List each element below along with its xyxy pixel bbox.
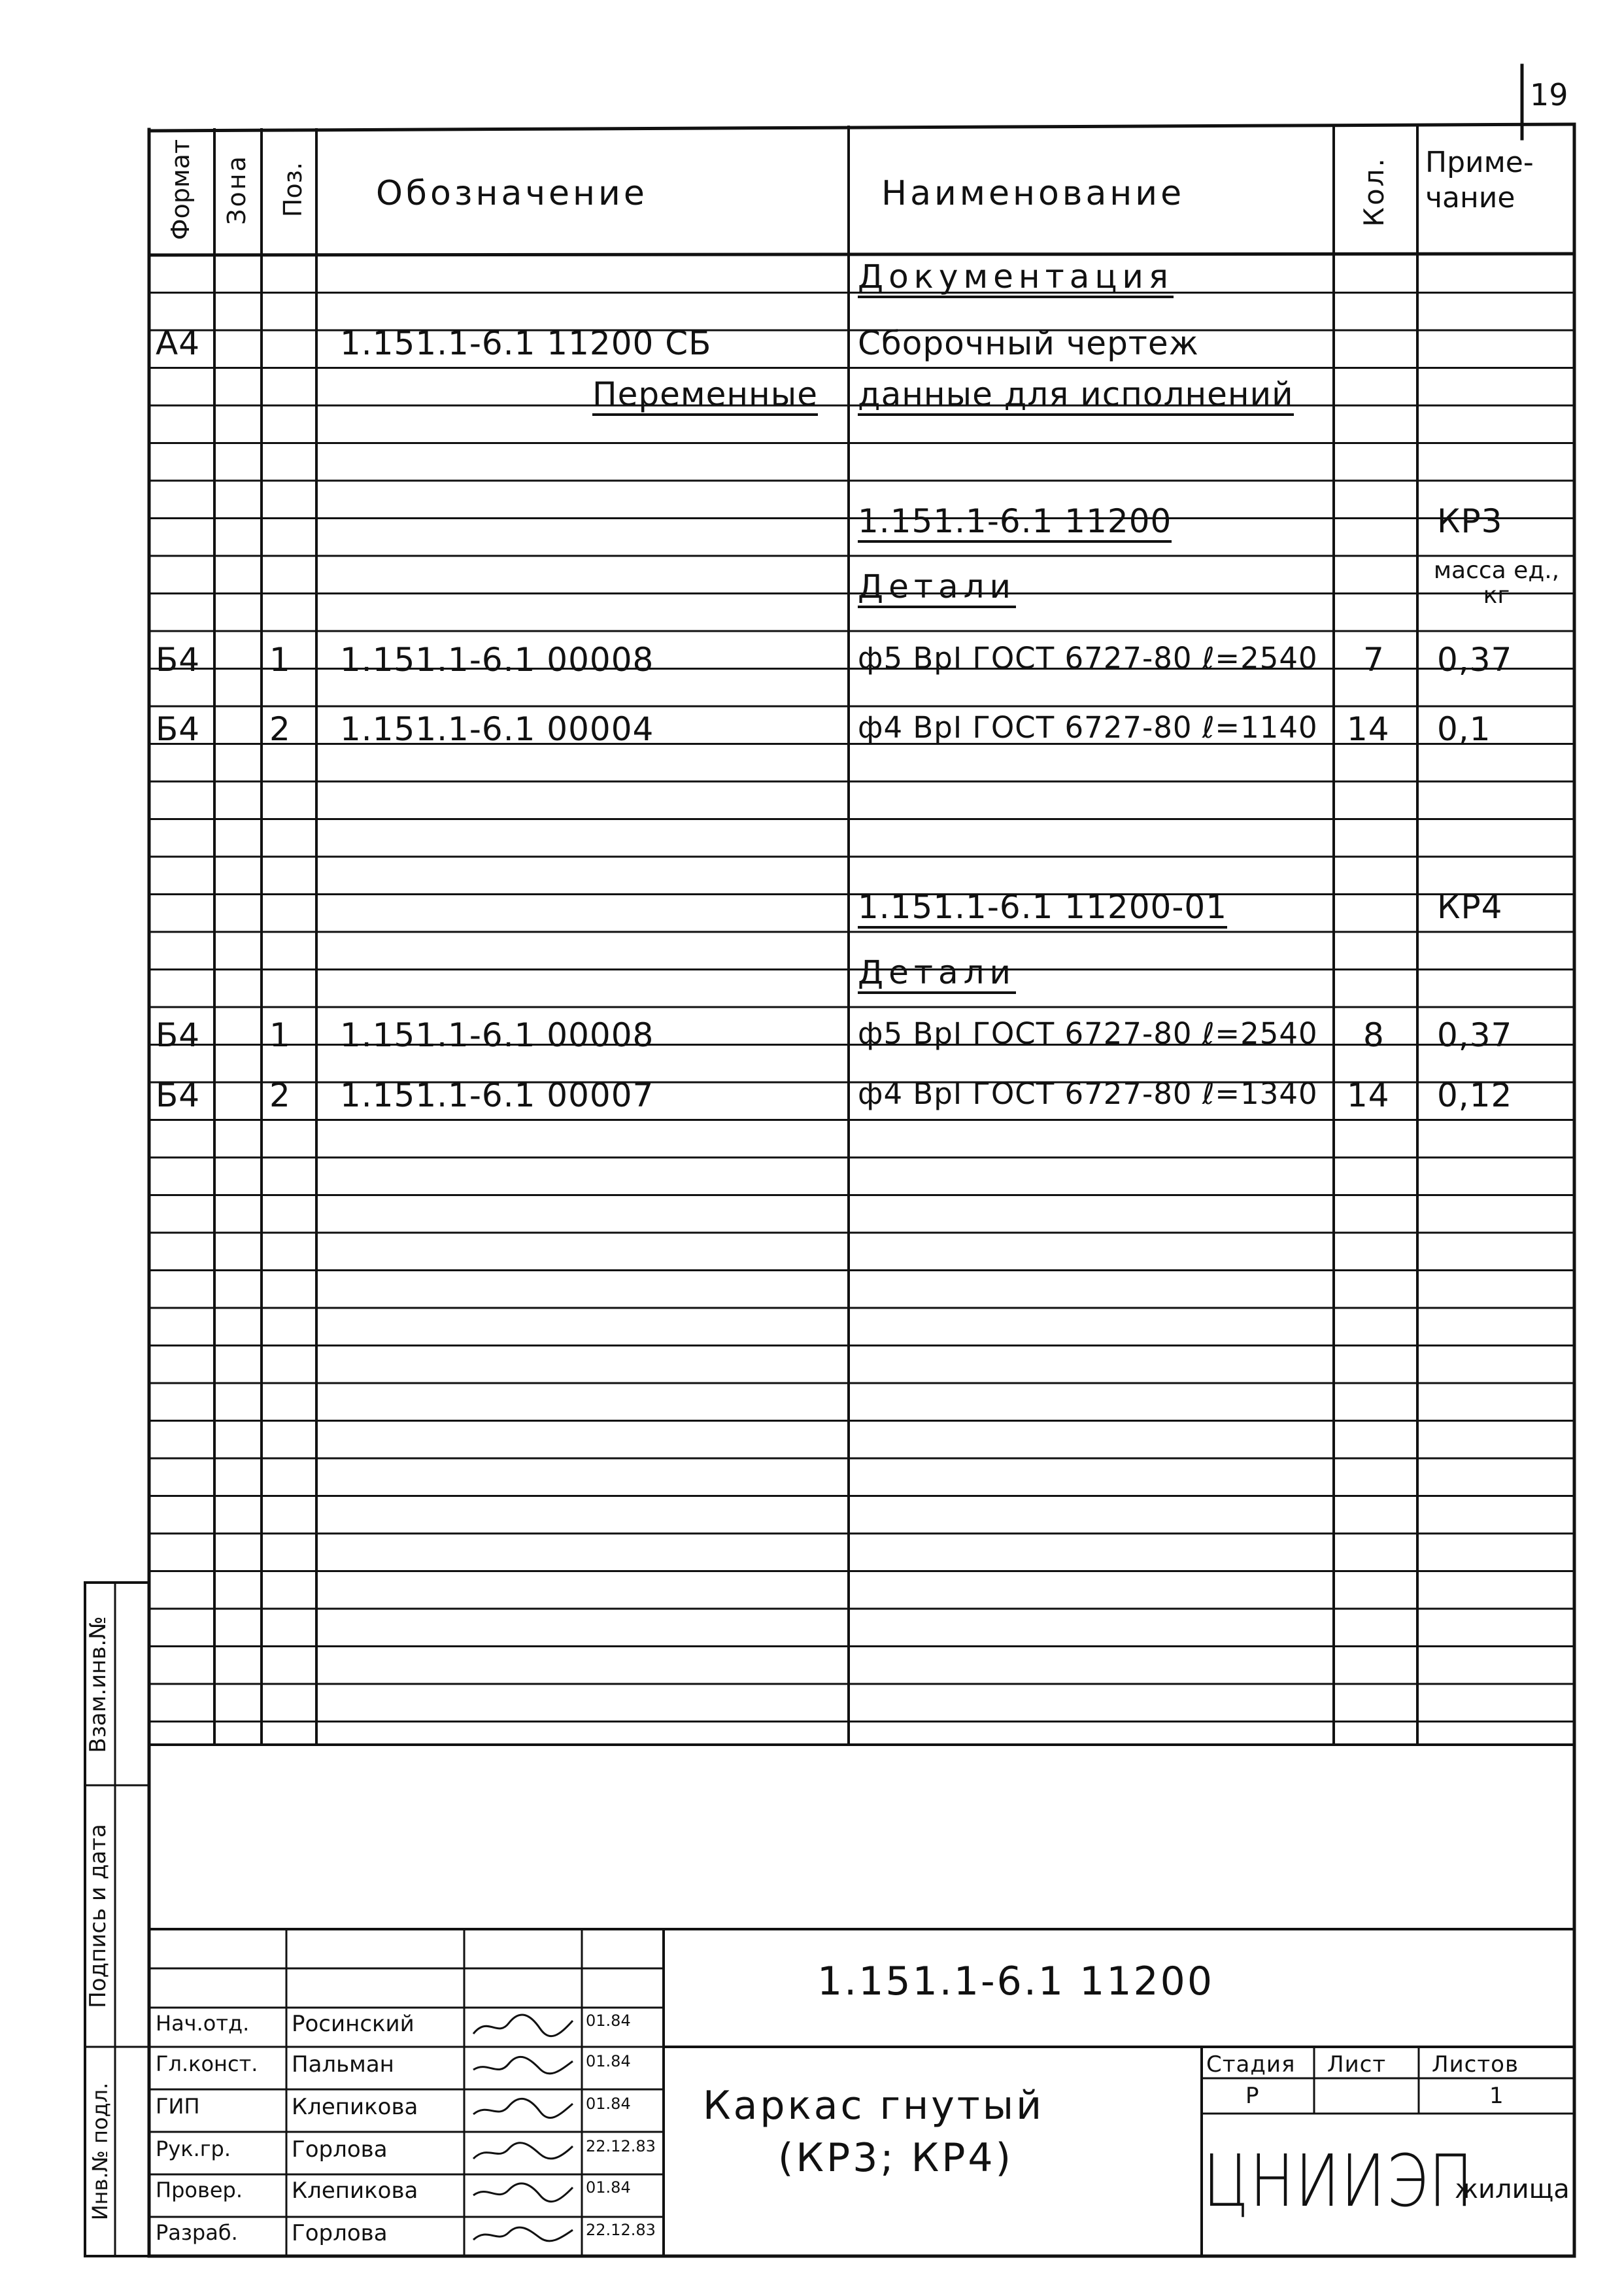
signature (468, 2176, 579, 2211)
label-original-inventory: Инв.№ подл. (88, 2082, 112, 2221)
label-replacement-inventory: Взам.инв.№ (85, 1616, 111, 1753)
cell-note: 0,1 (1437, 710, 1491, 748)
cell-quantity: 8 (1363, 1016, 1385, 1054)
cell-designation: 1.151.1-6.1 00008 (340, 1016, 654, 1054)
signer-name: Горлова (292, 2220, 388, 2246)
title-line-1: Каркас гнутый (703, 2083, 1045, 2129)
cell-name: ф5 ВрI ГОСТ 6727-80 ℓ=2540 (858, 1016, 1318, 1051)
cell-name: Документация (858, 260, 1174, 298)
header-zone: Зона (222, 154, 251, 225)
cell-position: 1 (269, 1016, 291, 1054)
header-name: Наименование (881, 174, 1185, 213)
cell-designation: 1.151.1-6.1 00008 (340, 641, 654, 679)
signer-date: 22.12.83 (586, 2137, 656, 2155)
signer-role: Разраб. (156, 2220, 238, 2245)
signer-name: Клепикова (292, 2094, 418, 2120)
signature (468, 2092, 579, 2127)
signer-date: 01.84 (586, 2012, 631, 2030)
sheets-value: 1 (1489, 2083, 1504, 2109)
signature (468, 2218, 579, 2253)
cell-format: Б4 (156, 710, 201, 748)
cell-format: Б4 (156, 641, 201, 679)
cell-designation: 1.151.1-6.1 00007 (340, 1076, 654, 1114)
cell-note: КР4 (1437, 888, 1503, 926)
cell-position: 2 (269, 710, 291, 748)
cell-quantity: 14 (1347, 710, 1390, 748)
sheet-number: 19 (1530, 77, 1568, 112)
cell-note: 0,12 (1437, 1076, 1513, 1114)
cell-name: 1.151.1-6.1 11200-01 (858, 891, 1227, 929)
header-position: Поз. (279, 162, 307, 218)
stage-value: Р (1245, 2083, 1260, 2109)
organization-suffix: жилища (1455, 2174, 1570, 2204)
signer-role: Гл.конст. (156, 2051, 258, 2076)
signer-name: Пальман (292, 2051, 394, 2078)
cell-note: 0,37 (1437, 641, 1513, 679)
sheet-label: Лист (1327, 2051, 1387, 2078)
cell-name: данные для исполнений (858, 378, 1294, 416)
cell-position: 2 (269, 1076, 291, 1114)
stage-label: Стадия (1206, 2051, 1296, 2078)
signature (468, 2134, 579, 2170)
label-signature-date: Подпись и дата (85, 1824, 111, 2008)
sheets-label: Листов (1432, 2051, 1519, 2078)
cell-position: 1 (269, 641, 291, 679)
header-designation: Обозначение (376, 174, 648, 213)
header-note: Приме-чание (1425, 146, 1534, 214)
signer-name: Горлова (292, 2136, 388, 2163)
signer-date: 01.84 (586, 2052, 631, 2070)
signer-role: Нач.отд. (156, 2011, 250, 2036)
cell-designation: 1.151.1-6.1 00004 (340, 710, 654, 748)
signer-role: ГИП (156, 2094, 200, 2119)
header-quantity: Кол. (1358, 156, 1390, 227)
cell-name: Детали (858, 956, 1016, 994)
signature (468, 2049, 579, 2085)
cell-name: ф4 ВрI ГОСТ 6727-80 ℓ=1140 (858, 710, 1318, 745)
cell-note: 0,37 (1437, 1016, 1513, 1054)
title-line-2: (КР3; КР4) (778, 2135, 1014, 2181)
cell-name: Сборочный чертеж (858, 324, 1199, 362)
cell-quantity: 7 (1363, 641, 1385, 679)
cell-note: КР3 (1437, 502, 1503, 540)
signer-date: 22.12.83 (586, 2221, 656, 2239)
signature (468, 2009, 579, 2044)
cell-designation: 1.151.1-6.1 11200 СБ (340, 324, 712, 362)
cell-name: Детали (858, 570, 1016, 608)
signer-role: Рук.гр. (156, 2136, 231, 2161)
signer-date: 01.84 (586, 2178, 631, 2197)
organization-logo: ЦНИИЭП (1203, 2139, 1474, 2223)
signer-role: Провер. (156, 2178, 243, 2202)
cell-name: ф4 ВрI ГОСТ 6727-80 ℓ=1340 (858, 1076, 1318, 1111)
signer-name: Росинский (292, 2011, 414, 2037)
cell-designation: Переменные (592, 378, 818, 416)
cell-note: масса ед., кг (1433, 557, 1560, 609)
cell-format: Б4 (156, 1016, 201, 1054)
signer-name: Клепикова (292, 2178, 418, 2204)
cell-format: А4 (156, 324, 201, 362)
signer-date: 01.84 (586, 2095, 631, 2113)
cell-name: 1.151.1-6.1 11200 (858, 505, 1172, 543)
cell-format: Б4 (156, 1076, 201, 1114)
cell-quantity: 14 (1347, 1076, 1390, 1114)
header-format: Формат (166, 139, 195, 241)
document-code: 1.151.1-6.1 11200 (817, 1959, 1215, 2004)
cell-name: ф5 ВрI ГОСТ 6727-80 ℓ=2540 (858, 641, 1318, 676)
